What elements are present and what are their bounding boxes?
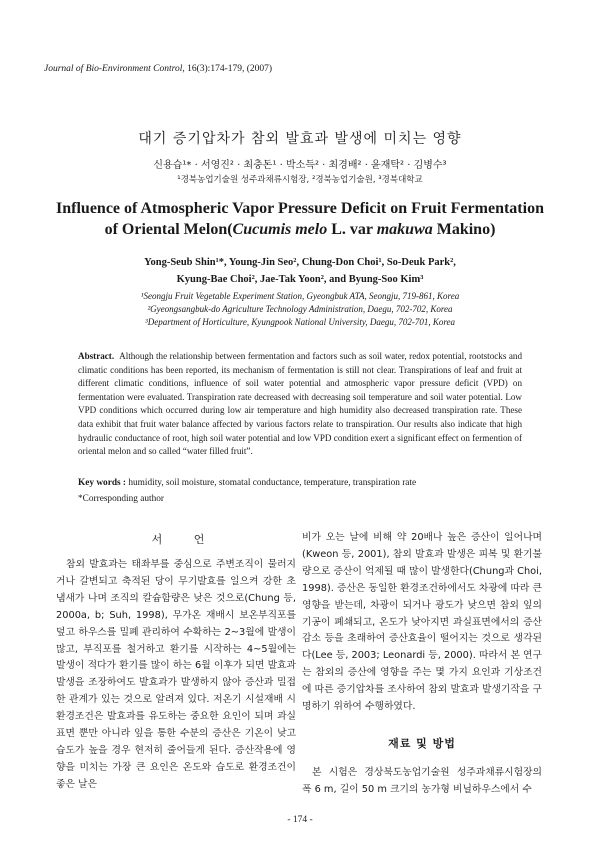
- title-species: Cucumis melo: [232, 221, 328, 238]
- body-right-column: [302, 530, 542, 716]
- body-left-column: [56, 557, 296, 794]
- journal-header: [44, 64, 272, 74]
- title-variety: makuwa: [376, 221, 433, 238]
- keywords: [78, 478, 522, 488]
- english-authors: [30, 254, 570, 288]
- abstract: [78, 350, 522, 459]
- english-affiliations: [30, 290, 570, 329]
- corresponding-author-note: *Corresponding author: [78, 494, 164, 504]
- title-part: L. var: [327, 221, 377, 238]
- korean-title: 대기 증기압차가 참외 발효과 발생에 미치는 영향: [138, 131, 462, 147]
- english-title-line2: [30, 219, 570, 240]
- intro-heading: 서 언: [151, 533, 219, 546]
- keywords-text: humidity, soil moisture, stomatal conductance, temperature, transpiration rate: [128, 478, 417, 488]
- journal-citation: 16(3):174-179, (2007): [187, 64, 273, 74]
- methods-paragraph: 본 시험은 경상북도농업기술원 성주과채류시험장의 폭 6 m, 길이 50 m 크기의 농가형 비닐하우스에서 수: [302, 767, 542, 795]
- korean-authors: 신용습¹* · 서영진² · 최충돈¹ · 박소득² · 최경배² · 윤재탁² · 김병수³: [153, 160, 447, 171]
- korean-affiliations: ¹경북농업기술원 성주과채류시험장, ²경북농업기술원, ³경북대학교: [177, 175, 423, 185]
- title-part: of Oriental Melon(: [104, 221, 233, 238]
- affiliation-3: ³Department of Horticulture, Kyungpook National University, Daegu, 702-701, Korea: [145, 317, 455, 327]
- methods-heading: 재료 및 방법: [388, 737, 456, 750]
- abstract-text: Although the relationship between fermentation and factors such as soil water, redox potential, rootstocks and climatic conditions has been reported, its mechanism of fermentation is still not clear. Transpirations of leaf and fruit at different climatic conditions, influence of soil water potential and atmospheric vapor pressure deficit (VPD) on fermentation were evaluated. Transpiration rate decreased with decreasing soil temperature and soil water potential. Low VPD conditions which occurred during low air temperature and high humidity also decreased transpiration rate. These data exhibit that fruit water balance affected by various factors relate to transpiration. Our results also indicate that high hydraulic conductance of root, high soil water potential and low VPD condition exert a significant effect on fermention of oriental melon and so called “water filled fruit”.: [78, 351, 523, 457]
- journal-name: Journal of Bio-Environment Control,: [44, 64, 185, 74]
- title-part: Makino): [432, 221, 496, 238]
- english-title-line1: Influence of Atmospheric Vapor Pressure Deficit on Fruit Fermentation: [56, 200, 544, 217]
- body-paragraph: 비가 오는 날에 비해 약 20배나 높은 증산이 일어나며(Kweon 등, 2001), 참외 발효과 발생은 피복 및 환기불량으로 증산이 억제될 때 많이 발생한다(Chung과 Choi, 1998). 증산은 동일한 환경조건하에서도 차광에 따라 큰 영향을 받는데, 차광이 되거나 광도가 낮으면 참외 잎의 기공이 폐쇄되고, 온도가 낮아지면 과실표면에서의 증산감소 등을 초래하여 증산효율이 떨어지는 것으로 생각된다(Lee 등, 2003; Leonardi 등, 2000). 따라서 본 연구는 참외의 증산에 영향을 주는 몇 가지 요인과 기상조건에 따른 증기압차를 조사하여 참외 발효과 발생기작을 구명하기 위하여 수행하였다.: [302, 532, 542, 713]
- affiliation-2: ²Gyeongsangbuk-do Agriculture Technology Administration, Daegu, 702-702, Korea: [147, 304, 453, 314]
- body-paragraph: 참외 발효과는 태좌부를 중심으로 주변조직이 물러지거나 갈변되고 축적된 당이 무기발효를 일으켜 강한 초 냄새가 나며 조직의 칼슘함량은 낮은 것으로(Chung 등, 2000a, b; Suh, 1998), 무가온 재배시 보온부직포를 덮고 하우스를 밀폐 관리하여 수확하는 2~3월에 발생이 많고, 부직포를 철거하고 환기를 시작하는 4~5월에는 발생이 적다가 환기를 많이 하는 6월 이후가 되면 발효과 발생을 조장하여도 발효과가 발생하지 않아 증산과 밀접한 관계가 있는 것으로 알려져 있다. 저온기 시설재배 시 환경조건은 발효과를 유도하는 중요한 요인이 되며 과실표면 뿐만 아니라 잎을 통한 수분의 증산은 기온이 낮고 습도가 높을 경우 현저히 줄어들게 된다. 증산작용에 영향을 미치는 가장 큰 요인은 온도와 습도로 환경조건이 좋은 날은: [56, 559, 296, 790]
- affiliation-1: ¹Seongju Fruit Vegetable Experiment Station, Gyeongbuk ATA, Seongju, 719-861, Korea: [140, 291, 460, 301]
- english-title: [30, 198, 570, 240]
- page-number: - 174 -: [287, 815, 313, 825]
- english-authors-line2: Kyung-Bae Choi², Jae-Tak Yoon², and Byung-Soo Kim³: [176, 274, 424, 285]
- keywords-label: Key words :: [78, 478, 127, 488]
- english-authors-line1: Yong-Seub Shin¹*, Young-Jin Seo², Chung-Don Choi¹, So-Deuk Park²,: [144, 257, 456, 268]
- methods-column: [302, 765, 542, 799]
- abstract-label: Abstract.: [78, 351, 115, 361]
